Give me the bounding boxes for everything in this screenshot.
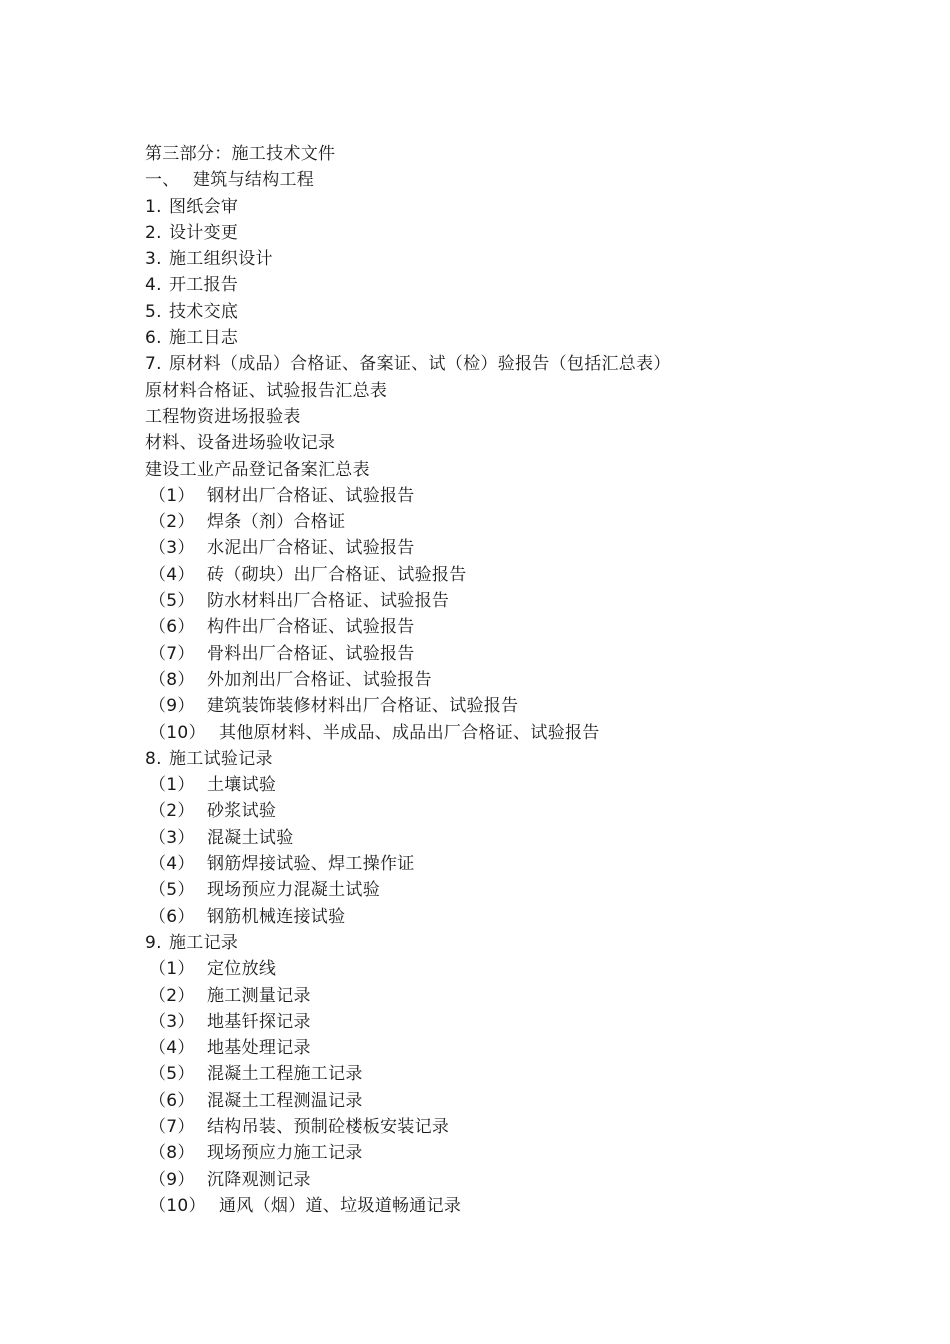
item-label: 混凝土试验 bbox=[207, 827, 294, 848]
sub-item bbox=[145, 1009, 905, 1035]
item-number: （6） bbox=[149, 1090, 195, 1111]
document-title: 第三部分：施工技术文件 bbox=[145, 144, 336, 164]
item-label: 材料、设备进场验收记录 bbox=[145, 433, 336, 454]
item-label: 现场预应力混凝土试验 bbox=[207, 880, 380, 901]
item-label: 砂浆试验 bbox=[207, 801, 277, 822]
section-item bbox=[145, 194, 905, 220]
item-label: 通风（烟）道、垃圾道畅通记录 bbox=[219, 1195, 462, 1216]
item-label: 设计变更 bbox=[169, 222, 239, 243]
item-label: 现场预应力施工记录 bbox=[207, 1143, 363, 1164]
item-label: 外加剂出厂合格证、试验报告 bbox=[207, 669, 432, 690]
item-number: 4. bbox=[145, 275, 162, 296]
item-number: （9） bbox=[149, 1169, 195, 1190]
item-number: （10） bbox=[149, 722, 206, 743]
sub-item bbox=[145, 588, 905, 614]
item-label: 地基处理记录 bbox=[207, 1038, 311, 1059]
sub-item bbox=[145, 956, 905, 982]
item-number: （5） bbox=[149, 1064, 195, 1085]
item-label: 地基钎探记录 bbox=[207, 1011, 311, 1032]
item-label: 施工日志 bbox=[169, 328, 239, 349]
sub-item bbox=[145, 825, 905, 851]
item-label: 图纸会审 bbox=[169, 196, 239, 217]
item-label: 土壤试验 bbox=[207, 775, 277, 796]
item-number: （5） bbox=[149, 880, 195, 901]
item-number: （1） bbox=[149, 775, 195, 796]
item-number: （4） bbox=[149, 854, 195, 875]
section-item bbox=[145, 272, 905, 298]
item-number: （2） bbox=[149, 512, 195, 533]
item-label: 骨料出厂合格证、试验报告 bbox=[207, 643, 415, 664]
sub-item bbox=[145, 693, 905, 719]
item-number: 7. bbox=[145, 354, 162, 375]
item-number: 5. bbox=[145, 301, 162, 322]
section-item bbox=[145, 246, 905, 272]
item-label: 水泥出厂合格证、试验报告 bbox=[207, 538, 415, 559]
sub-item bbox=[145, 614, 905, 640]
item-label: 混凝土工程施工记录 bbox=[207, 1064, 363, 1085]
item-label: 开工报告 bbox=[169, 275, 239, 296]
sub-item bbox=[145, 641, 905, 667]
sub-item bbox=[145, 1088, 905, 1114]
plain-item bbox=[145, 457, 905, 483]
item-label: 防水材料出厂合格证、试验报告 bbox=[207, 591, 450, 612]
item-label: 钢材出厂合格证、试验报告 bbox=[207, 485, 415, 506]
item-label: 建筑装饰装修材料出厂合格证、试验报告 bbox=[207, 696, 519, 717]
sub-item bbox=[145, 798, 905, 824]
item-number: （3） bbox=[149, 827, 195, 848]
section-item bbox=[145, 746, 905, 772]
sub-item bbox=[145, 851, 905, 877]
item-number: （3） bbox=[149, 538, 195, 559]
item-number: （8） bbox=[149, 669, 195, 690]
section-item bbox=[145, 325, 905, 351]
item-label: 其他原材料、半成品、成品出厂合格证、试验报告 bbox=[219, 722, 600, 743]
item-label: 钢筋机械连接试验 bbox=[207, 906, 346, 927]
item-number: （1） bbox=[149, 959, 195, 980]
sub-item bbox=[145, 483, 905, 509]
item-number: （8） bbox=[149, 1143, 195, 1164]
item-number: （6） bbox=[149, 906, 195, 927]
sub-item bbox=[145, 877, 905, 903]
sub-item bbox=[145, 535, 905, 561]
item-label: 原材料（成品）合格证、备案证、试（检）验报告（包括汇总表） bbox=[169, 354, 671, 375]
item-label: 施工记录 bbox=[169, 932, 239, 953]
item-number: （4） bbox=[149, 564, 195, 585]
sub-item bbox=[145, 1193, 905, 1219]
section-number: 一、 bbox=[145, 170, 180, 191]
sub-item bbox=[145, 667, 905, 693]
item-label: 结构吊装、预制砼楼板安装记录 bbox=[207, 1116, 450, 1137]
item-number: （9） bbox=[149, 696, 195, 717]
section-heading bbox=[145, 167, 905, 193]
sub-item bbox=[145, 1061, 905, 1087]
plain-item bbox=[145, 378, 905, 404]
item-number: （7） bbox=[149, 643, 195, 664]
item-number: 1. bbox=[145, 196, 162, 217]
item-label: 沉降观测记录 bbox=[207, 1169, 311, 1190]
item-number: （1） bbox=[149, 485, 195, 506]
item-number: （2） bbox=[149, 801, 195, 822]
item-label: 施工组织设计 bbox=[169, 249, 273, 270]
item-list bbox=[145, 194, 905, 1220]
item-number: 6. bbox=[145, 328, 162, 349]
plain-item bbox=[145, 430, 905, 456]
item-label: 定位放线 bbox=[207, 959, 277, 980]
sub-item bbox=[145, 562, 905, 588]
item-label: 焊条（剂）合格证 bbox=[207, 512, 346, 533]
item-label: 技术交底 bbox=[169, 301, 239, 322]
sub-item bbox=[145, 509, 905, 535]
section-item bbox=[145, 220, 905, 246]
sub-item bbox=[145, 1140, 905, 1166]
sub-item bbox=[145, 1167, 905, 1193]
item-label: 原材料合格证、试验报告汇总表 bbox=[145, 380, 388, 401]
item-number: （10） bbox=[149, 1195, 206, 1216]
document-body bbox=[145, 141, 905, 1219]
item-label: 工程物资进场报验表 bbox=[145, 406, 301, 427]
item-number: 3. bbox=[145, 249, 162, 270]
item-label: 混凝土工程测温记录 bbox=[207, 1090, 363, 1111]
item-number: （5） bbox=[149, 591, 195, 612]
item-number: （3） bbox=[149, 1011, 195, 1032]
item-number: （6） bbox=[149, 617, 195, 638]
section-item bbox=[145, 930, 905, 956]
section-item bbox=[145, 299, 905, 325]
sub-item bbox=[145, 772, 905, 798]
item-label: 砖（砌块）出厂合格证、试验报告 bbox=[207, 564, 467, 585]
plain-item bbox=[145, 404, 905, 430]
item-label: 钢筋焊接试验、焊工操作证 bbox=[207, 854, 415, 875]
sub-item bbox=[145, 983, 905, 1009]
sub-item bbox=[145, 904, 905, 930]
sub-item bbox=[145, 1035, 905, 1061]
section-item bbox=[145, 351, 905, 377]
item-number: （7） bbox=[149, 1116, 195, 1137]
item-number: 9. bbox=[145, 932, 162, 953]
item-label: 构件出厂合格证、试验报告 bbox=[207, 617, 415, 638]
item-number: （2） bbox=[149, 985, 195, 1006]
item-number: 8. bbox=[145, 748, 162, 769]
item-label: 施工试验记录 bbox=[169, 748, 273, 769]
item-number: （4） bbox=[149, 1038, 195, 1059]
item-label: 建设工业产品登记备案汇总表 bbox=[145, 459, 370, 480]
sub-item bbox=[145, 1114, 905, 1140]
section-label: 建筑与结构工程 bbox=[193, 170, 315, 191]
sub-item bbox=[145, 720, 905, 746]
item-number: 2. bbox=[145, 222, 162, 243]
item-label: 施工测量记录 bbox=[207, 985, 311, 1006]
